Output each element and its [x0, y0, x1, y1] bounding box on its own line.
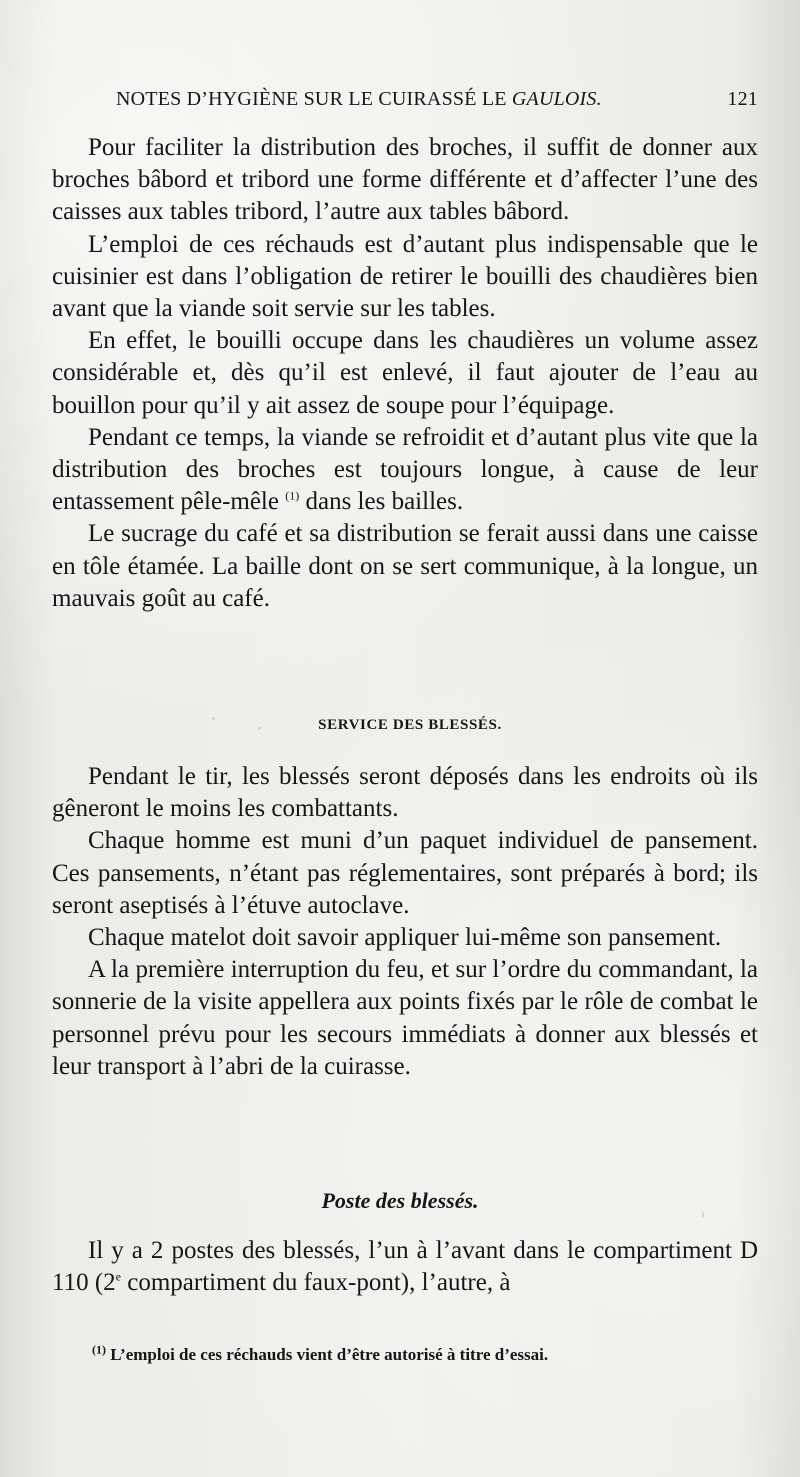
page-number: 121: [727, 88, 758, 110]
posts-description-end: compartiment du faux-pont), l’autre, à: [127, 1269, 511, 1297]
paragraph-tir: Pendant le tir, les blessés seront déposés dans les endroits où ils gêneront le moins les combattants.: [52, 763, 758, 823]
paragraph-broches: Pour faciliter la distribution des broches, il suffit de donner aux broches bâbord et tribord une forme différente et d’affecter l’une des caisses aux tables tribord, l’autre aux tables bâbord.: [52, 134, 758, 226]
ordinal-superscript: e: [115, 1269, 121, 1284]
footnote: [92, 1344, 742, 1366]
footnote-reference: (1): [285, 488, 300, 503]
posts-description: postes des blessés, l’un à l’avant dans le compartiment D: [171, 1237, 758, 1264]
wounded-service-section: [52, 761, 758, 1083]
running-header-title: [116, 88, 602, 111]
galley-service-section: [52, 132, 758, 615]
subsection-title: Poste des blessés.: [321, 1188, 479, 1213]
paragraph-bouilli: En effet, le bouilli occupe dans les chaudières un volume assez considérable et, dès qu’il est enlevé, il faut ajouter de l’eau au bouillon pour qu’il y ait assez de soupe pour l’équipage.: [52, 327, 758, 419]
compartment-number: 110: [52, 1269, 89, 1297]
footnote-marker: (1): [92, 1342, 106, 1357]
section-title: SERVICE DES BLESSÉS.: [318, 717, 502, 734]
paragraph-refroidissement: [52, 422, 758, 519]
running-header: [116, 88, 758, 118]
ship-name: GAULOIS.: [511, 88, 602, 110]
paragraph-postes-blesses: [52, 1235, 758, 1299]
paragraph-interruption-feu: A la première interruption du feu, et sur l’ordre du commandant, la sonnerie de la visite appellera aux points fixés par le rôle de combat le personnel prévu pour les secours immédiats à donner aux blessés et leur transport à l’abri de la cuirasse.: [52, 956, 758, 1080]
compartment-ordinal-prefix: (2: [94, 1269, 116, 1297]
paragraph-paquet-individuel: Chaque homme est muni d’un paquet individuel de pansement. Ces pansements, n’étant pas réglementaires, sont préparés à bord; ils seront aseptisés à l’étuve autoclave.: [52, 827, 758, 919]
paper-speck: [702, 1211, 704, 1218]
paragraph-refroidissement-end: dans les bailles.: [305, 488, 464, 516]
paragraph-rechauds: L’emploi de ces réchauds est d’autant plus indispensable que le cuisinier est dans l’obligation de retirer le bouilli des chaudières bien avant que la viande soit servie sur les tables.: [52, 230, 758, 323]
running-header-title-prefix: NOTES D’HYGIÈNE SUR LE CUIRASSÉ LE: [116, 88, 507, 110]
paragraph-cafe: Le sucrage du café et sa distribution se ferait aussi dans une caisse en tôle étamée. La baille dont on se sert communique, à la longue, un mauvais goût au café.: [52, 520, 758, 612]
paper-speck: [258, 727, 261, 730]
paragraph-pansement: Chaque matelot doit savoir appliquer lui-même son pansement.: [88, 924, 722, 952]
wounded-post-section: [52, 1235, 758, 1299]
posts-count-intro: Il y a: [88, 1237, 143, 1264]
paper-speck: [212, 717, 215, 720]
posts-count: 2: [150, 1237, 164, 1264]
paragraph-refroidissement-main: Pendant ce temps, la viande se refroidit et d’autant plus vite que la distribution des broches est toujours longue, à cause de leur entassement pêle-mêle: [52, 423, 758, 516]
footnote-text: L’emploi de ces réchauds vient d’être autorisé à titre d’essai.: [110, 1345, 549, 1364]
